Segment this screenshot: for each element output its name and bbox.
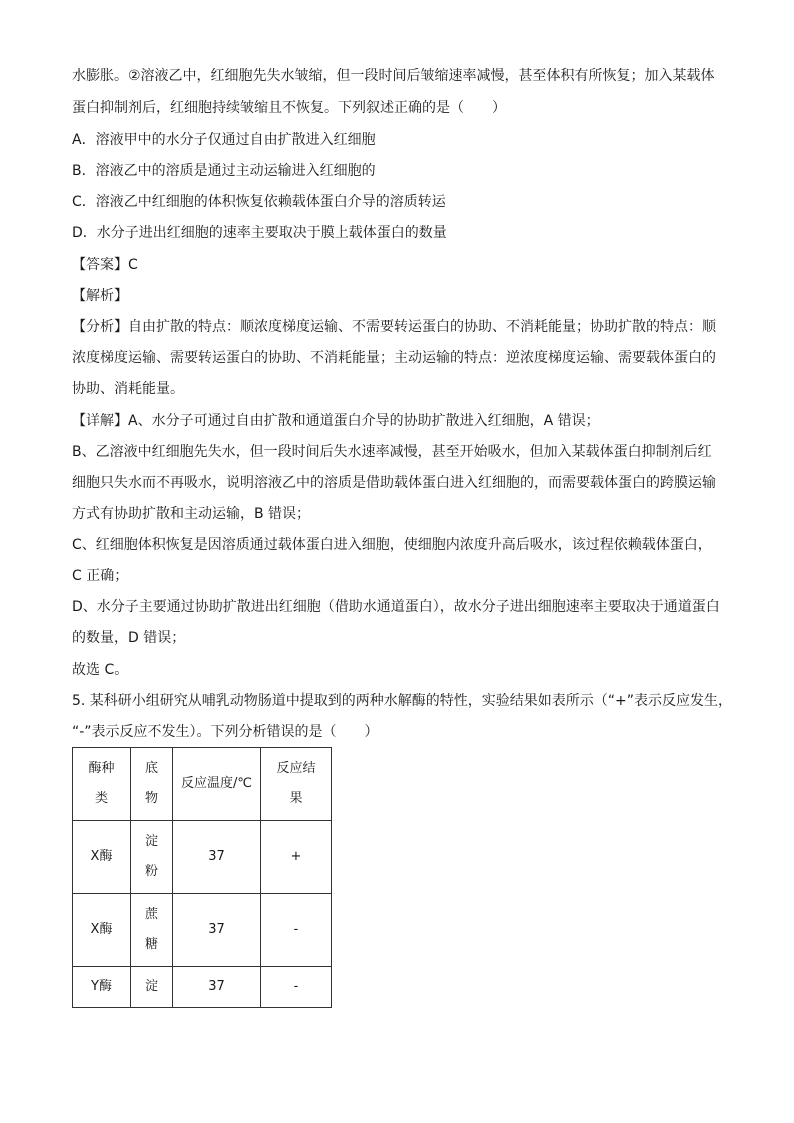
table-header-row [73,748,332,821]
cell-enzyme: X酶 [73,894,131,967]
table-row [73,821,332,894]
header-enzyme: 酶种 类 [73,748,131,821]
cell-temperature: 37 [173,894,261,967]
explanation-heading: 【解析】 [72,288,128,304]
detail-line-3: 细胞只失水而不再吸水，说明溶液乙中的溶质是借助载体蛋白进入红细胞的，而需要载体蛋白的跨膜运输 [72,475,716,491]
cell-temperature: 37 [173,967,261,1008]
enzyme-results-table [72,747,332,1008]
option-d: D．水分子进出红细胞的速率主要取决于膜上载体蛋白的数量 [72,225,447,241]
cell-substrate: 淀 [131,967,173,1008]
detail-line-8: 的数量，D 错误； [72,630,186,646]
question-4-stem-line-1: 水膨胀。②溶液乙中，红细胞先失水皱缩，但一段时间后皱缩速率减慢，甚至体积有所恢复；加入某载体 [72,68,715,84]
table-row [73,967,332,1008]
cell-enzyme: Y酶 [73,967,131,1008]
cell-substrate: 淀 粉 [131,821,173,894]
cell-result: + [261,821,332,894]
header-temperature: 反应温度/℃ [173,748,261,821]
detail-line-7: D、水分子主要通过协助扩散进出红细胞（借助水通道蛋白），故水分子进出细胞速率主要取决于通道蛋白 [72,599,720,615]
analysis-line-3: 协助、消耗能量。 [72,381,184,397]
cell-enzyme: X酶 [73,821,131,894]
detail-line-5: C、红细胞体积恢复是因溶质通过载体蛋白进入细胞，使细胞内浓度升高后吸水，该过程依赖载体蛋白， [72,537,712,553]
table-row [73,894,332,967]
header-substrate: 底 物 [131,748,173,821]
answer-line: 【答案】C [72,257,138,273]
cell-result: - [261,894,332,967]
analysis-line-2: 浓度梯度运输、需要转运蛋白的协助、不消耗能量；主动运输的特点：逆浓度梯度运输、需要载体蛋白的 [72,350,716,366]
cell-temperature: 37 [173,821,261,894]
cell-result: - [261,967,332,1008]
detail-line-4: 方式有协助扩散和主动运输，B 错误； [72,506,311,522]
detail-line-6: C 正确； [72,568,129,584]
detail-line-1: 【详解】A、水分子可通过自由扩散和通道蛋白介导的协助扩散进入红细胞，A 错误； [72,413,600,429]
detail-line-2: B、乙溶液中红细胞先失水，但一段时间后失水速率减慢，甚至开始吸水，但加入某载体蛋白抑制剂后红 [72,444,712,460]
analysis-line-1: 【分析】自由扩散的特点：顺浓度梯度运输、不需要转运蛋白的协助、不消耗能量；协助扩散的特点：顺 [72,319,716,335]
question-4-stem-line-2: 蛋白抑制剂后，红细胞持续皱缩且不恢复。下列叙述正确的是（ ） [72,100,506,116]
option-b: B．溶液乙中的溶质是通过主动运输进入红细胞的 [72,163,376,179]
conclusion-line: 故选 C。 [72,662,129,678]
header-result: 反应结 果 [261,748,332,821]
question-5-stem-line-1: 5. 某科研小组研究从哺乳动物肠道中提取到的两种水解酶的特性，实验结果如表所示（“+”表示反应发生， [72,693,733,709]
cell-substrate: 蔗 糖 [131,894,173,967]
option-a: A．溶液甲中的水分子仅通过自由扩散进入红细胞 [72,132,376,148]
question-5-stem-line-2: “-”表示反应不发生）。下列分析错误的是（ ） [72,724,379,740]
option-c: C．溶液乙中红细胞的体积恢复依赖载体蛋白介导的溶质转运 [72,194,446,210]
